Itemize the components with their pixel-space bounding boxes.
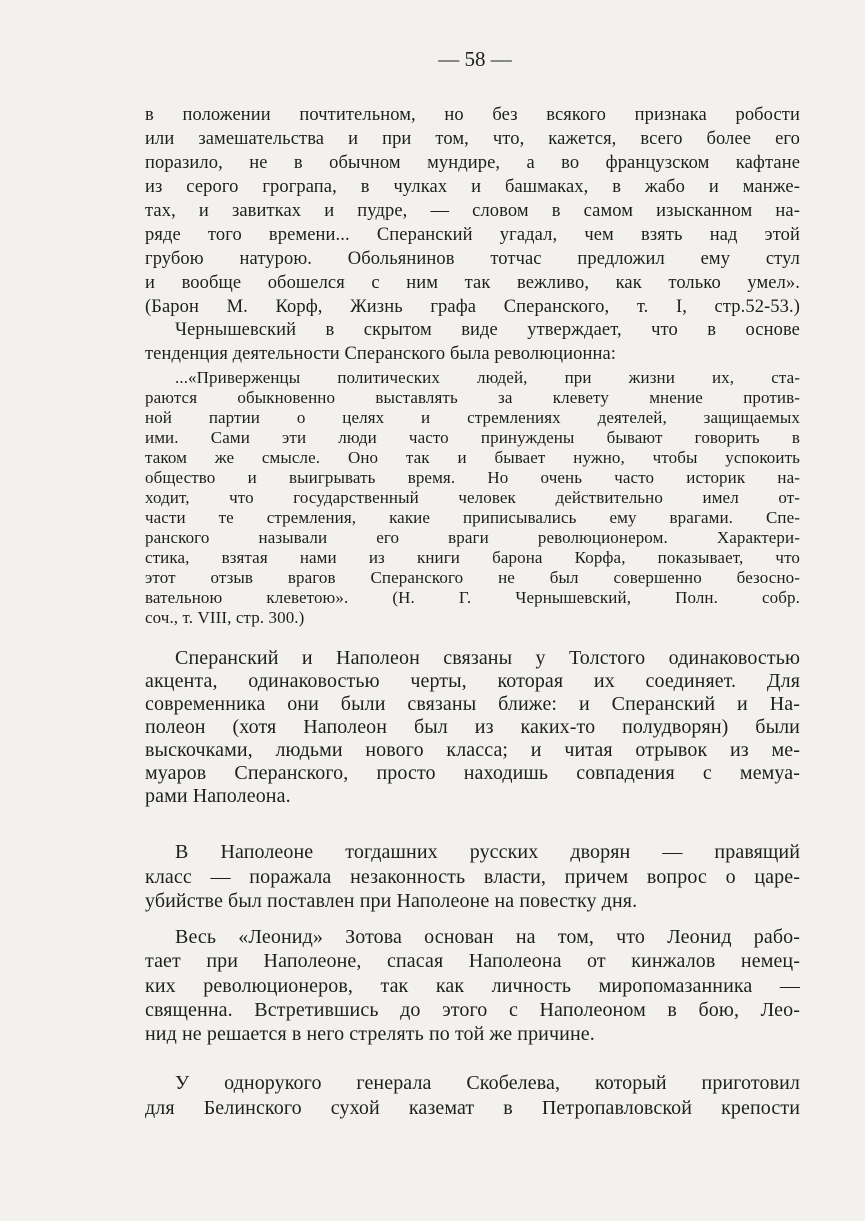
text-line: для Белинского сухой каземат в Петропавловской крепости bbox=[145, 1097, 800, 1119]
text-line: ходит, что государственный человек действительно имел от- bbox=[145, 488, 800, 507]
text-line: рами Наполеона. bbox=[145, 785, 291, 807]
text-line: ранского называли его враги революционером. Характери- bbox=[145, 528, 800, 547]
text-line: полеон (хотя Наполеон был из каких-то полудворян) были bbox=[145, 716, 800, 738]
text-line: раются обыкновенно выставлять за клевету мнение против- bbox=[145, 388, 800, 407]
text-line: Сперанский и Наполеон связаны у Толстого одинаковостью bbox=[175, 647, 800, 669]
text-line: акцента, одинаковостью черты, которая их соединяет. Для bbox=[145, 670, 800, 692]
text-line: класс — поражала незаконность власти, причем вопрос о царе- bbox=[145, 865, 800, 888]
text-line: выскочками, людьми нового класса; и читая отрывок из ме- bbox=[145, 739, 800, 761]
text-line: ими. Сами эти люди часто принуждены бывают говорить в bbox=[145, 428, 800, 447]
text-line: тает при Наполеоне, спасая Наполеона от кинжалов немец- bbox=[145, 950, 800, 973]
text-line: или замешательства и при том, что, кажется, всего более его bbox=[145, 129, 800, 149]
text-line: Чернышевский в скрытом виде утверждает, что в основе bbox=[175, 320, 800, 340]
text-line: таком же смысле. Оно так и бывает нужно, чтобы успокоить bbox=[145, 448, 800, 467]
text-line: вательною клеветою». (Н. Г. Чернышевский, Полн. собр. bbox=[145, 588, 800, 607]
text-line: убийстве был поставлен при Наполеоне на повестку дня. bbox=[145, 890, 638, 912]
text-line: ной партии о целях и стремлениях деятелей, защищаемых bbox=[145, 408, 800, 427]
text-line: (Барон М. Корф, Жизнь графа Сперанского, т. I, стр.52-53.) bbox=[145, 297, 800, 317]
text-line: части те стремления, какие приписывались ему врагами. Спе- bbox=[145, 508, 800, 527]
text-line: У однорукого генерала Скобелева, который приготовил bbox=[175, 1072, 800, 1094]
page-number: — 58 — bbox=[438, 47, 512, 71]
text-line: в положении почтительном, но без всякого признака робости bbox=[145, 105, 800, 125]
text-line: соч., т. VIII, стр. 300.) bbox=[145, 608, 305, 627]
text-line: тах, и завитках и пудре, — словом в самом изысканном на- bbox=[145, 201, 800, 221]
text-line: общество и выигрывать время. Но очень часто историк на- bbox=[145, 468, 800, 487]
text-line: стика, взятая нами из книги барона Корфа, показывает, что bbox=[145, 548, 800, 567]
text-line: В Наполеоне тогдашних русских дворян — правящий bbox=[175, 841, 800, 863]
text-line: современника они были связаны ближе: и Сперанский и На- bbox=[145, 693, 800, 715]
text-line: ...«Приверженцы политических людей, при жизни их, ста- bbox=[175, 368, 800, 387]
text-line: и вообще обошелся с ним так вежливо, как только умел». bbox=[145, 273, 800, 293]
text-line: нид не решается в него стрелять по той же причине. bbox=[145, 1023, 595, 1046]
text-line: поразило, не в обычном мундире, а во французском кафтане bbox=[145, 153, 800, 173]
text-line: грубою натурою. Обольянинов тотчас предложил ему стул bbox=[145, 249, 800, 269]
text-line: священна. Встретившись до этого с Наполеоном в бою, Лео- bbox=[145, 998, 800, 1021]
text-line: этот отзыв врагов Сперанского не был совершенно безосно- bbox=[145, 568, 800, 587]
text-line: ряде того времени... Сперанский угадал, чем взять над этой bbox=[145, 225, 800, 245]
text-line: тенденция деятельности Сперанского была революционна: bbox=[145, 344, 617, 364]
text-line: из серого грограпа, в чулках и башмаках, в жабо и манже- bbox=[145, 177, 800, 197]
text-line: Весь «Леонид» Зотова основан на том, что Леонид рабо- bbox=[175, 926, 800, 948]
text-line: муаров Сперанского, просто находишь совпадения с мемуа- bbox=[145, 762, 800, 784]
text-line: ких революционеров, так как личность миропомазанника — bbox=[145, 974, 800, 997]
